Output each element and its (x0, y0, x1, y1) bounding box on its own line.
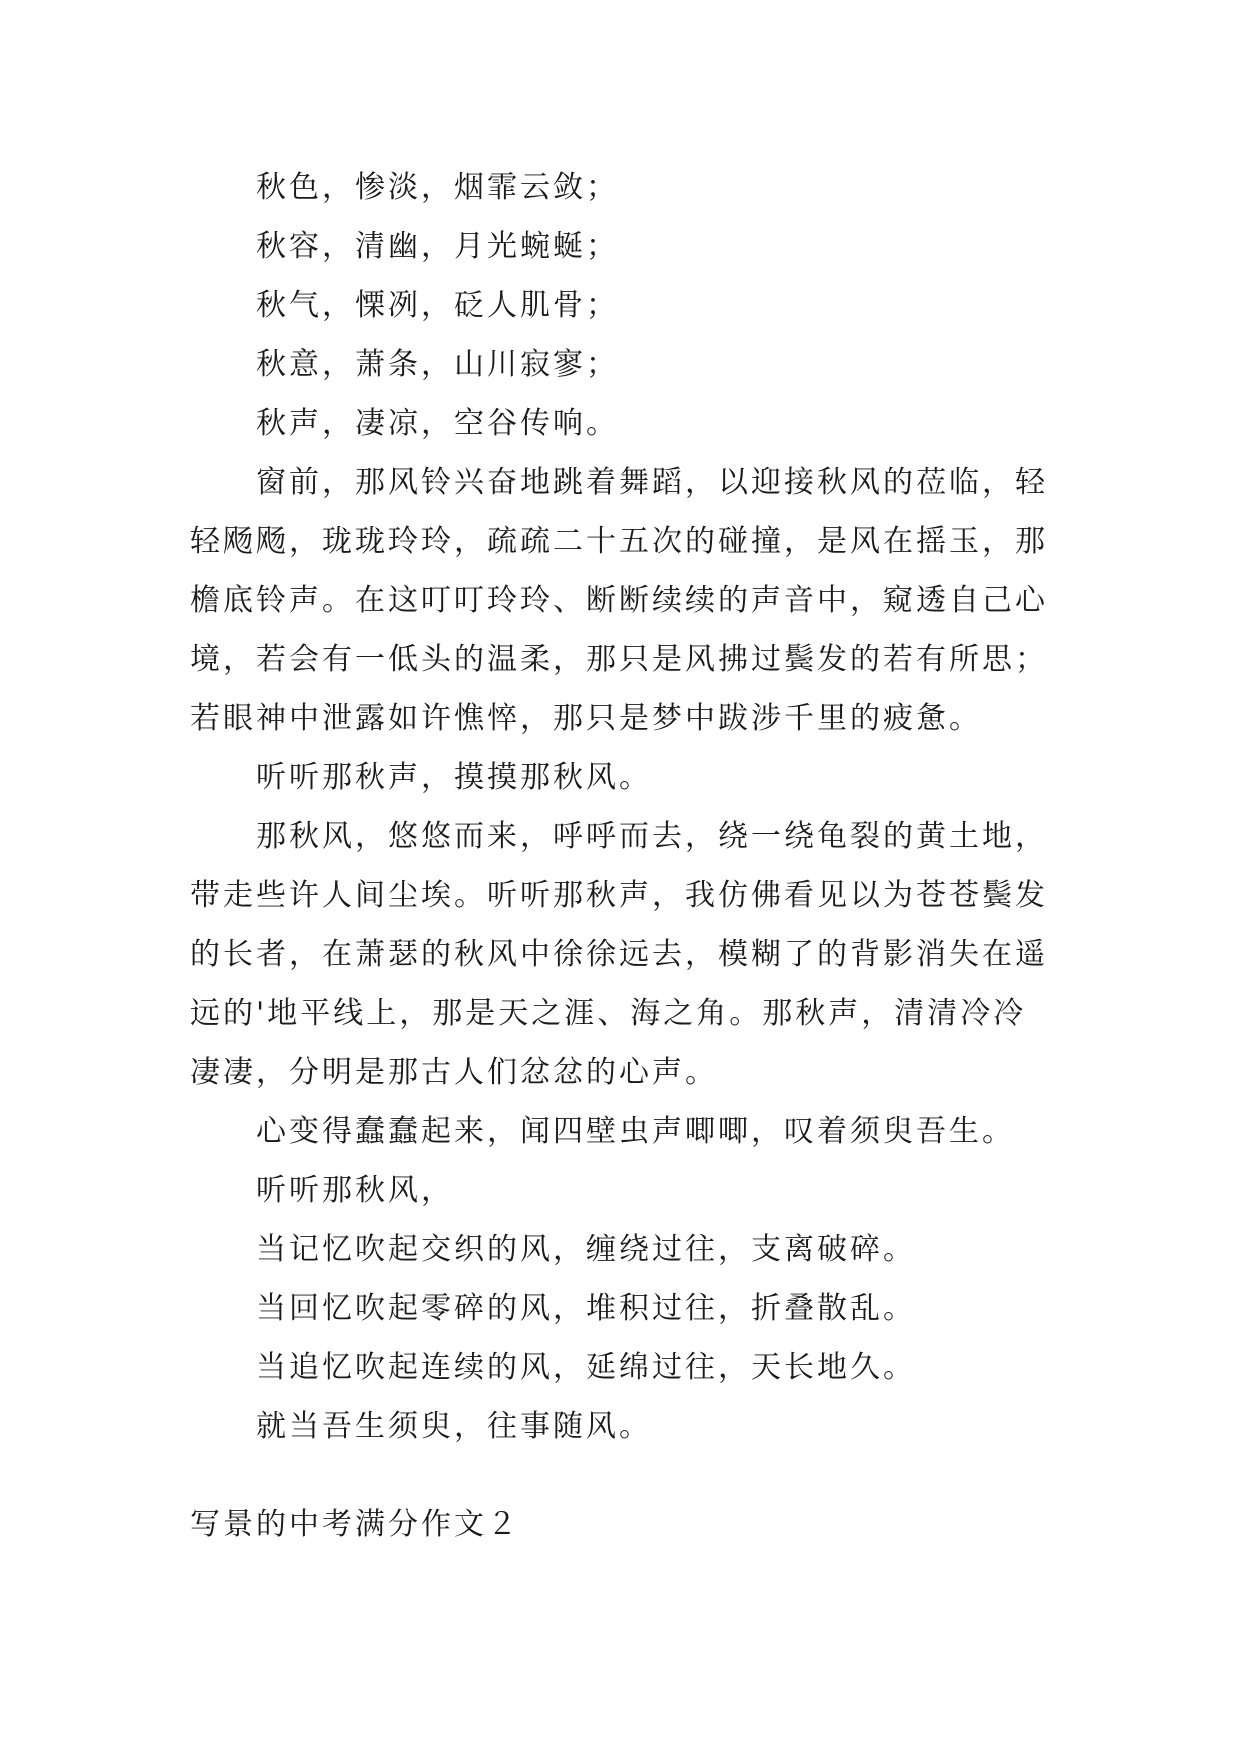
text-line: 听听那秋声，摸摸那秋风。 (256, 760, 652, 795)
text-line: 带走些许人间尘埃。听听那秋声，我仿佛看见以为苍苍鬓发 (190, 878, 1048, 913)
text-line: 听听那秋风， (256, 1173, 454, 1208)
text-line: 秋意，萧条，山川寂寥； (256, 347, 619, 382)
text-line: 轻飏飏，珑珑玲玲，疏疏二十五次的碰撞，是风在摇玉，那 (190, 524, 1048, 559)
essay-body (190, 158, 1060, 1456)
text-line: 远的'地平线上，那是天之涯、海之角。那秋声，清清冷冷 (190, 996, 1027, 1031)
text-line: 秋容，清幽，月光蜿蜒； (256, 229, 619, 264)
text-line: 就当吾生须臾，往事随风。 (256, 1409, 652, 1444)
text-line: 秋色，惨淡，烟霏云敛； (256, 170, 619, 205)
text-line: 若眼神中泄露如许憔悴，那只是梦中跋涉千里的疲惫。 (190, 701, 982, 736)
text-line: 凄凄，分明是那古人们忿忿的心声。 (190, 1055, 718, 1090)
text-line: 当记忆吹起交织的风，缠绕过往，支离破碎。 (256, 1232, 916, 1267)
text-line: 心变得蠢蠢起来，闻四壁虫声唧唧，叹着须臾吾生。 (256, 1114, 1015, 1149)
text-line: 秋声，凄凉，空谷传响。 (256, 406, 619, 441)
text-line: 当回忆吹起零碎的风，堆积过往，折叠散乱。 (256, 1291, 916, 1326)
text-line: 窗前，那风铃兴奋地跳着舞蹈，以迎接秋风的莅临，轻 (256, 465, 1048, 500)
text-line: 那秋风，悠悠而来，呼呼而去，绕一绕龟裂的黄土地， (256, 819, 1048, 854)
text-line: 秋气，慄冽，砭人肌骨； (256, 288, 619, 323)
text-line: 檐底铃声。在这叮叮玲玲、断断续续的声音中，窥透自己心 (190, 583, 1048, 618)
text-line: 的长者，在萧瑟的秋风中徐徐远去，模糊了的背影消失在遥 (190, 937, 1048, 972)
text-line: 境，若会有一低头的温柔，那只是风拂过鬓发的若有所思； (190, 642, 1048, 677)
text-line: 当追忆吹起连续的风，延绵过往，天长地久。 (256, 1350, 916, 1385)
section-heading: 写景的中考满分作文２ (190, 1507, 520, 1542)
